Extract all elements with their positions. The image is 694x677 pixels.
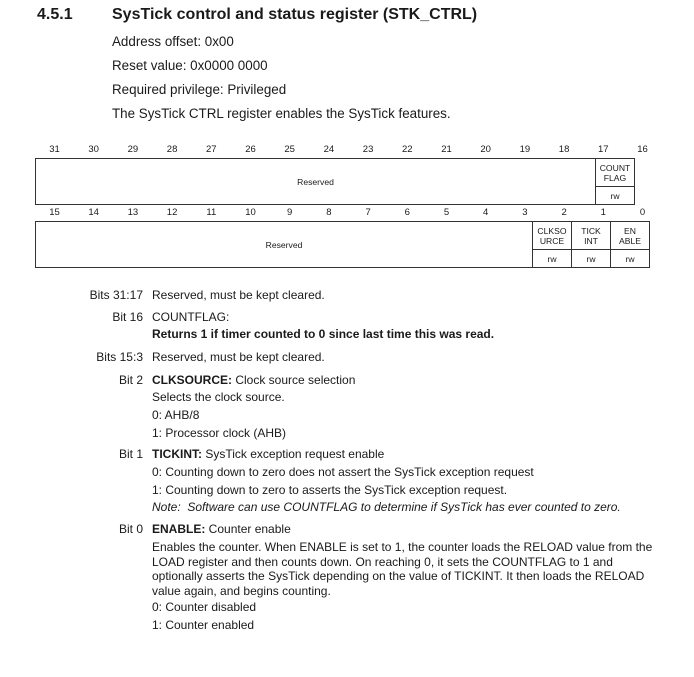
countflag-access: rw [596, 187, 635, 205]
bit0-title: Counter enable [205, 522, 291, 536]
bit-number: 12 [166, 207, 178, 218]
bit-number: 26 [245, 144, 256, 155]
bit0-paragraph: Enables the counter. When ENABLE is set to 1, the counter loads the RELOAD value from the LOAD register and then counts down. On reaching 0, it sets the COUNTFLAG to 1 and optionally asserts the SysTick depending on the value of TICKINT. It then loads the RELOAD value again, and begins counting. [152, 540, 653, 598]
required-privilege: Required privilege: Privileged [112, 82, 287, 97]
bits-31-17-label: Bits 31:17 [89, 288, 143, 302]
bit0-line2: 1: Counter enabled [152, 618, 255, 632]
bit-number: 20 [480, 144, 491, 155]
bit-number: 22 [402, 144, 413, 155]
bit16-desc: Returns 1 if timer counted to 0 since last time this was read. [152, 327, 495, 341]
bit-number: 1 [600, 207, 606, 218]
bit2-heading [152, 373, 355, 387]
bit-number: 29 [127, 144, 139, 155]
upper-reserved-field: Reserved [36, 159, 596, 205]
register-intro: The SysTick CTRL register enables the SysTick features. [112, 106, 451, 121]
bit-number: 5 [443, 207, 450, 218]
bit0-line1: 0: Counter disabled [152, 600, 257, 614]
bit2-line2: 0: AHB/8 [152, 408, 200, 422]
reset-value: Reset value: 0x0000 0000 [112, 58, 268, 73]
bit1-title: SysTick exception request enable [202, 447, 385, 461]
bit2-name: CLKSOURCE: [152, 373, 232, 387]
bit0-name: ENABLE: [152, 522, 206, 536]
enable-line1: EN [624, 225, 636, 236]
enable-field [611, 222, 650, 250]
bit-number: 30 [88, 144, 99, 155]
bit-number: 19 [519, 144, 531, 155]
tickint-line2: INT [584, 235, 598, 246]
bit-number: 2 [561, 207, 567, 218]
bit-number: 3 [522, 207, 528, 218]
bit16-name: COUNTFLAG: [152, 310, 230, 324]
bit-number: 4 [483, 207, 489, 218]
bit-number: 25 [284, 144, 295, 155]
bit1-note-label: Note: [152, 500, 181, 514]
bit-number: 18 [558, 144, 570, 155]
bit2-line1: Selects the clock source. [152, 390, 285, 404]
clksource-line2: URCE [539, 235, 565, 246]
bit0-heading [152, 522, 291, 536]
bit1-line2: 1: Counting down to zero to asserts the SysTick exception request. [152, 483, 508, 497]
bit1-line1: 0: Counting down to zero does not assert the SysTick exception request [152, 465, 534, 479]
tickint-line1: TICK [581, 225, 601, 236]
bit16-label: Bit 16 [112, 310, 143, 324]
bit-number: 8 [326, 207, 332, 218]
countflag-line2: FLAG [603, 172, 627, 183]
bit2-label: Bit 2 [118, 373, 143, 387]
bits-31-17-desc: Reserved, must be kept cleared. [152, 288, 325, 302]
bit0-label: Bit 0 [118, 522, 143, 536]
bit-number: 31 [49, 144, 60, 155]
bit-number: 23 [362, 144, 374, 155]
bit-number: 9 [287, 207, 293, 218]
register-lower-table [35, 221, 650, 268]
bit-number: 27 [206, 144, 217, 155]
bit1-name: TICKINT: [152, 447, 202, 461]
bit2-title: Clock source selection [232, 373, 356, 387]
bit-number: 14 [88, 207, 99, 218]
bit-number: 15 [49, 207, 60, 218]
bit-number: 21 [441, 144, 452, 155]
bit-number: 13 [127, 207, 139, 218]
enable-line2: ABLE [619, 235, 641, 246]
countflag-field [596, 159, 635, 187]
section-number: 4.5.1 [37, 6, 73, 23]
clksource-access: rw [533, 250, 572, 268]
bit2-line3: 1: Processor clock (AHB) [152, 426, 287, 440]
section-title: SysTick control and status register (STK_CTRL) [112, 6, 478, 23]
bit1-label: Bit 1 [118, 447, 143, 461]
bit-number: 16 [637, 144, 648, 155]
bit-number: 17 [598, 144, 609, 155]
address-offset: Address offset: 0x00 [112, 34, 234, 49]
bit1-note [152, 500, 621, 514]
bit1-heading [152, 447, 384, 461]
register-upper-table [35, 158, 635, 205]
bit-number: 7 [365, 207, 371, 218]
bits-15-3-desc: Reserved, must be kept cleared. [152, 350, 325, 364]
bit1-note-text: Software can use COUNTFLAG to determine if SysTick has ever counted to zero. [187, 500, 621, 514]
clksource-line1: CLKSO [537, 225, 567, 236]
bit-number: 11 [206, 207, 217, 218]
enable-access: rw [611, 250, 650, 268]
bit-number: 28 [166, 144, 178, 155]
tickint-field [572, 222, 611, 250]
bit-number: 6 [404, 207, 410, 218]
lower-reserved-field: Reserved [36, 222, 533, 268]
bit-number: 10 [245, 207, 256, 218]
tickint-access: rw [572, 250, 611, 268]
countflag-line1: COUNT [599, 162, 631, 173]
bit-number: 0 [639, 207, 646, 218]
clksource-field [533, 222, 572, 250]
bit-number: 24 [323, 144, 335, 155]
bits-15-3-label: Bits 15:3 [96, 350, 143, 364]
